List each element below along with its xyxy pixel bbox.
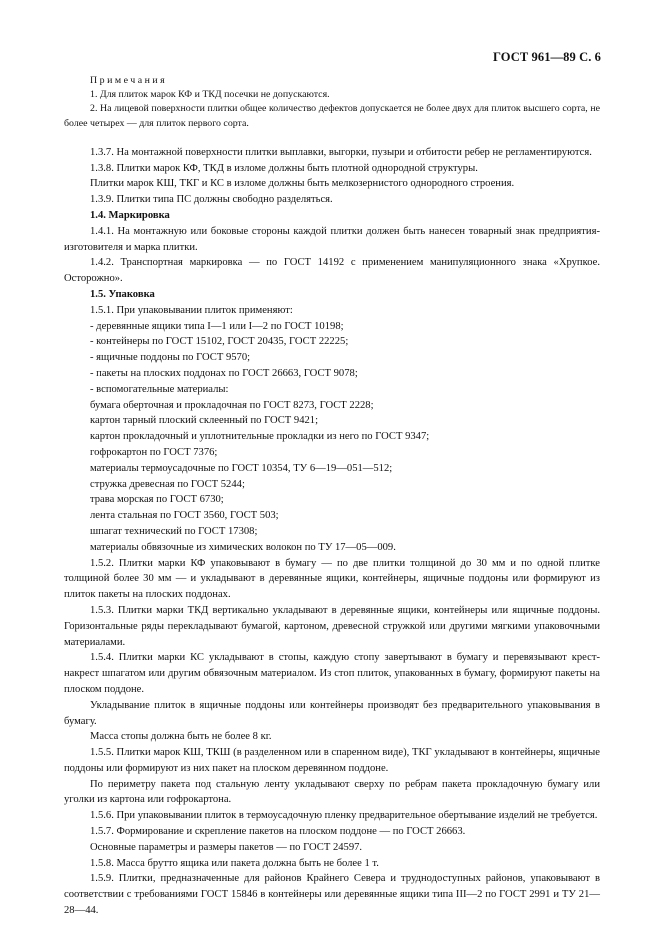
list-item: картон прокладочный и уплотнительные прокладки из него по ГОСТ 9347; [90, 431, 430, 443]
paragraph-1-3-8-continued: Плитки марок КШ, ТКГ и КС в изломе должны быть мелкозернистого однородного строения. [90, 178, 515, 190]
notes-title: Примечания [90, 75, 168, 86]
paragraph-1-5-7-continued: Основные параметры и размеры пакетов — по ГОСТ 24597. [90, 841, 363, 853]
paragraph-1-3-8: 1.3.8. Плитки марок КФ, ТКД в изломе должны быть плотной однородной структуры. [90, 162, 478, 174]
paragraph-1-5-7: 1.5.7. Формирование и скрепление пакетов на плоском поддоне — по ГОСТ 26663. [90, 826, 466, 838]
paragraph-1-5-8: 1.5.8. Масса брутто ящика или пакета должна быть не более 1 т. [90, 857, 379, 869]
document-body [64, 74, 600, 919]
heading-1-4: 1.4. Маркировка [90, 210, 170, 221]
paragraph-1-5-1: 1.5.1. При упаковывании плиток применяют: [90, 304, 293, 316]
page-header: ГОСТ 961—89 С. 6 [492, 50, 601, 64]
paragraph-1-5-4-continued: Укладывание плиток в ящичные поддоны или контейнеры производят без предварительного упаковывания в бумагу. [64, 699, 600, 727]
list-item: материалы термоусадочные по ГОСТ 10354, ТУ 6—19—051—512; [90, 462, 393, 474]
paragraph-1-4-1: 1.4.1. На монтажную или боковые стороны каждой плитки должен быть нанесен товарный знак предприятия-изготовителя и марка плитки. [64, 225, 600, 253]
list-item: бумага оберточная и прокладочная по ГОСТ 8273, ГОСТ 2228; [90, 399, 374, 411]
list-item: - ящичные поддоны по ГОСТ 9570; [90, 352, 251, 364]
packaging-list [64, 319, 600, 398]
paragraph-1-3-7: 1.3.7. На монтажной поверхности плитки выплавки, выгорки, пузыри и отбитости ребер не регламентируются. [90, 146, 592, 158]
paragraph-1-5-3: 1.5.3. Плитки марки ТКД вертикально укладывают в деревянные ящики, контейнеры или ящичные поддоны. Горизонтальные ряды перекладывают бумагой, картоном, древесной стружкой или другими мягкими упаковочными материалами. [64, 604, 600, 648]
note-2: 2. На лицевой поверхности плитки общее количество дефектов допускается не более двух для плиток высшего сорта, не более четырех — для плиток первого сорта. [64, 103, 600, 129]
list-item: шпагат технический по ГОСТ 17308; [90, 525, 258, 537]
list-item: лента стальная по ГОСТ 3560, ГОСТ 503; [90, 510, 279, 522]
list-item: - деревянные ящики типа I—1 или I—2 по ГОСТ 10198; [90, 320, 344, 332]
list-item: картон тарный плоский склеенный по ГОСТ 9421; [90, 415, 319, 427]
paragraph-1-5-4: 1.5.4. Плитки марки КС укладывают в стопы, каждую стопу завертывают в бумагу и перевязывают крест-накрест шпагатом или другим обвязочным материалом. Из стоп плиток, упакованных в бумагу, формируют пакеты на плоском поддоне. [64, 652, 600, 695]
list-item: - контейнеры по ГОСТ 15102, ГОСТ 20435, ГОСТ 22225; [90, 336, 349, 348]
list-item: - пакеты на плоских поддонах по ГОСТ 26663, ГОСТ 9078; [90, 367, 358, 379]
paragraph-1-5-5-continued: По периметру пакета под стальную ленту укладывают сверху по ребрам пакета прокладочную бумагу или уголки из картона или гофрокартона. [64, 778, 600, 806]
paragraph-1-3-9: 1.3.9. Плитки типа ПС должны свободно разделяться. [90, 194, 333, 206]
list-item: гофрокартон по ГОСТ 7376; [90, 446, 218, 458]
list-item: трава морская по ГОСТ 6730; [90, 494, 224, 506]
paragraph-1-5-5: 1.5.5. Плитки марок КШ, ТКШ (в разделенном или в спаренном виде), ТКГ укладывают в контейнеры, ящичные поддоны или формируют из них пакет на плоском деревянном поддоне. [64, 747, 600, 774]
note-1: 1. Для плиток марок КФ и ТКД посечки не допускаются. [90, 89, 330, 101]
list-item: - вспомогательные материалы: [90, 383, 229, 395]
heading-1-5: 1.5. Упаковка [90, 288, 155, 300]
list-item: материалы обвязочные из химических волокон по ТУ 17—05—009. [90, 541, 396, 553]
paragraph-1-5-6: 1.5.6. При упаковывании плиток в термоусадочную пленку предварительное обертывание изделий не требуется. [90, 810, 598, 822]
paragraph-1-5-2: 1.5.2. Плитки марки КФ упаковывают в бумагу — по две плитки толщиной до 30 мм и по одной плитке толщиной более 30 мм — и укладывают в деревянные ящики, контейнеры, ящичные поддоны или формируют из плиток пакеты на плоских поддонах. [64, 557, 600, 601]
paragraph-1-5-9: 1.5.9. Плитки, предназначенные для районов Крайнего Севера и труднодоступных районов, упаковывают в соответствии с требованиями ГОСТ 15846 в контейнеры или деревянные ящики типа III—2 по ГОСТ 2991 и ТУ 21—28—44. [64, 873, 600, 917]
paragraph-1-5-4-mass: Масса стопы должна быть не более 8 кг. [90, 731, 272, 743]
paragraph-1-4-2: 1.4.2. Транспортная маркировка — по ГОСТ 14192 с применением манипуляционного знака «Хрупкое. Осторожно». [64, 257, 600, 285]
list-item: стружка древесная по ГОСТ 5244; [90, 478, 245, 490]
materials-list [64, 398, 600, 556]
notes-block [64, 74, 600, 131]
